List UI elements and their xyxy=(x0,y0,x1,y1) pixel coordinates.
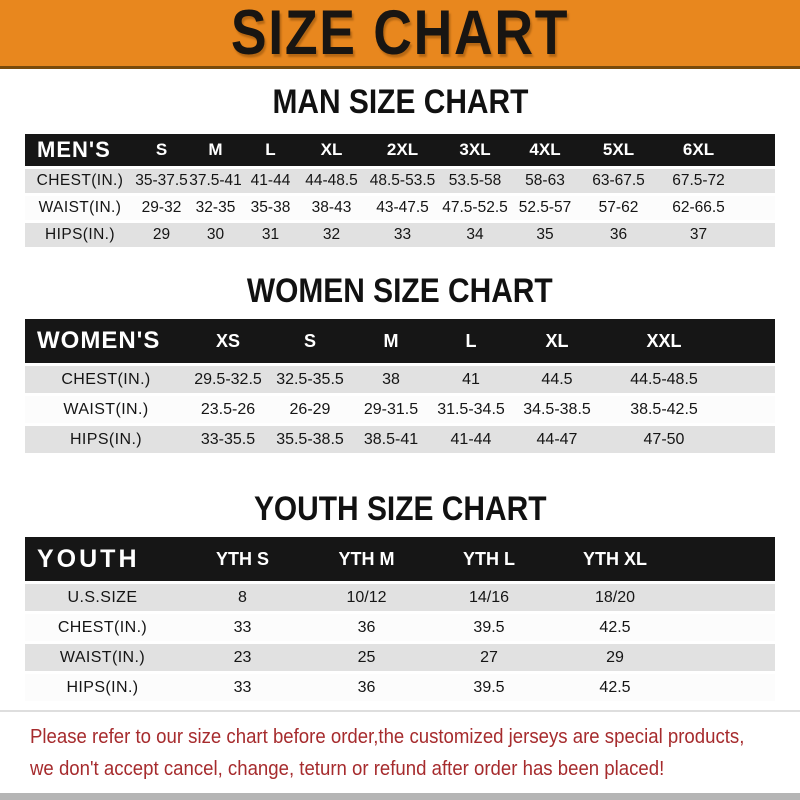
size-cell: 38.5-42.5 xyxy=(603,396,725,423)
size-cell: 41-44 xyxy=(431,426,511,453)
row-label: CHEST(IN.) xyxy=(25,366,187,393)
column-header: XL xyxy=(511,319,603,363)
section-women xyxy=(25,250,775,456)
footer-line-1 xyxy=(30,722,800,754)
cell-filler xyxy=(680,584,775,611)
bottom-strip xyxy=(0,793,800,800)
size-cell: 33-35.5 xyxy=(187,426,269,453)
row-label: U.S.SIZE xyxy=(25,584,180,611)
column-header: XL xyxy=(298,134,365,166)
cell-filler xyxy=(725,396,775,423)
column-header: S xyxy=(135,134,188,166)
table-row xyxy=(25,396,775,423)
size-cell: 42.5 xyxy=(550,614,680,641)
size-cell: 53.5-58 xyxy=(440,169,510,193)
header-filler xyxy=(725,319,775,363)
youth-size-table xyxy=(25,534,775,704)
footer-line-1-text: Please refer to our size chart before order,the customized jerseys are special products, xyxy=(30,726,745,748)
column-header: L xyxy=(243,134,298,166)
men-table-label: MEN'S xyxy=(25,134,135,166)
size-cell: 36 xyxy=(305,674,428,701)
section-men xyxy=(25,69,775,250)
size-cell: 33 xyxy=(180,674,305,701)
cell-filler xyxy=(740,223,775,247)
size-cell: 42.5 xyxy=(550,674,680,701)
row-label: WAIST(IN.) xyxy=(25,396,187,423)
column-header: 6XL xyxy=(657,134,740,166)
women-table-header-row xyxy=(25,319,775,363)
column-header: 4XL xyxy=(510,134,580,166)
table-row xyxy=(25,196,775,220)
size-cell: 29 xyxy=(135,223,188,247)
size-cell: 29 xyxy=(550,644,680,671)
cell-filler xyxy=(680,644,775,671)
size-cell: 41-44 xyxy=(243,169,298,193)
table-row xyxy=(25,426,775,453)
size-cell: 37.5-41 xyxy=(188,169,243,193)
banner xyxy=(0,0,800,69)
size-cell: 44-47 xyxy=(511,426,603,453)
youth-table-header-row xyxy=(25,537,775,581)
size-cell: 31 xyxy=(243,223,298,247)
size-cell: 47.5-52.5 xyxy=(440,196,510,220)
column-header: 5XL xyxy=(580,134,657,166)
column-header: 2XL xyxy=(365,134,440,166)
table-row xyxy=(25,223,775,247)
table-row xyxy=(25,169,775,193)
size-cell: 32-35 xyxy=(188,196,243,220)
row-label: HIPS(IN.) xyxy=(25,426,187,453)
size-cell: 38 xyxy=(351,366,431,393)
footer-line-2-text: we don't accept cancel, change, teturn or refund after order has been placed! xyxy=(30,758,665,780)
size-cell: 35.5-38.5 xyxy=(269,426,351,453)
column-header: M xyxy=(351,319,431,363)
content xyxy=(25,69,775,704)
row-label: HIPS(IN.) xyxy=(25,223,135,247)
column-header: YTH S xyxy=(180,537,305,581)
size-cell: 32 xyxy=(298,223,365,247)
women-table-label: WOMEN'S xyxy=(25,319,187,363)
size-cell: 58-63 xyxy=(510,169,580,193)
cell-filler xyxy=(740,196,775,220)
size-cell: 35 xyxy=(510,223,580,247)
size-cell: 52.5-57 xyxy=(510,196,580,220)
men-section-heading-text: MAN SIZE CHART xyxy=(272,83,528,121)
cell-filler xyxy=(680,614,775,641)
size-cell: 37 xyxy=(657,223,740,247)
banner-title: SIZE CHART xyxy=(230,0,570,68)
women-section-heading-text: WOMEN SIZE CHART xyxy=(247,272,553,310)
size-cell: 26-29 xyxy=(269,396,351,423)
column-header: YTH XL xyxy=(550,537,680,581)
cell-filler xyxy=(740,169,775,193)
row-label: CHEST(IN.) xyxy=(25,169,135,193)
size-cell: 39.5 xyxy=(428,614,550,641)
size-cell: 63-67.5 xyxy=(580,169,657,193)
size-cell: 44.5 xyxy=(511,366,603,393)
size-cell: 62-66.5 xyxy=(657,196,740,220)
size-cell: 36 xyxy=(580,223,657,247)
row-label: HIPS(IN.) xyxy=(25,674,180,701)
size-cell: 36 xyxy=(305,614,428,641)
size-cell: 39.5 xyxy=(428,674,550,701)
column-header: 3XL xyxy=(440,134,510,166)
row-label: WAIST(IN.) xyxy=(25,644,180,671)
size-cell: 33 xyxy=(365,223,440,247)
size-cell: 34 xyxy=(440,223,510,247)
size-cell: 8 xyxy=(180,584,305,611)
size-cell: 23 xyxy=(180,644,305,671)
column-header: YTH M xyxy=(305,537,428,581)
size-cell: 57-62 xyxy=(580,196,657,220)
size-cell: 25 xyxy=(305,644,428,671)
size-cell: 41 xyxy=(431,366,511,393)
size-cell: 38.5-41 xyxy=(351,426,431,453)
women-section-heading xyxy=(25,250,775,316)
table-row xyxy=(25,366,775,393)
size-cell: 38-43 xyxy=(298,196,365,220)
size-cell: 14/16 xyxy=(428,584,550,611)
cell-filler xyxy=(680,674,775,701)
column-header: M xyxy=(188,134,243,166)
size-cell: 29-31.5 xyxy=(351,396,431,423)
footer-note xyxy=(0,710,800,786)
section-youth xyxy=(25,456,775,704)
table-row xyxy=(25,644,775,671)
table-row xyxy=(25,584,775,611)
size-cell: 23.5-26 xyxy=(187,396,269,423)
men-table-header-row xyxy=(25,134,775,166)
size-cell: 30 xyxy=(188,223,243,247)
cell-filler xyxy=(725,426,775,453)
size-cell: 33 xyxy=(180,614,305,641)
size-cell: 32.5-35.5 xyxy=(269,366,351,393)
size-cell: 35-37.5 xyxy=(135,169,188,193)
footer-line-2 xyxy=(30,754,800,786)
header-filler xyxy=(740,134,775,166)
column-header: XS xyxy=(187,319,269,363)
men-section-heading xyxy=(25,69,775,131)
table-row xyxy=(25,674,775,701)
size-cell: 29.5-32.5 xyxy=(187,366,269,393)
size-cell: 10/12 xyxy=(305,584,428,611)
men-size-table xyxy=(25,131,775,250)
cell-filler xyxy=(725,366,775,393)
column-header: XXL xyxy=(603,319,725,363)
row-label: CHEST(IN.) xyxy=(25,614,180,641)
size-cell: 34.5-38.5 xyxy=(511,396,603,423)
youth-section-heading-text: YOUTH SIZE CHART xyxy=(253,490,547,528)
size-cell: 47-50 xyxy=(603,426,725,453)
size-cell: 18/20 xyxy=(550,584,680,611)
table-row xyxy=(25,614,775,641)
women-size-table xyxy=(25,316,775,456)
column-header: L xyxy=(431,319,511,363)
size-cell: 43-47.5 xyxy=(365,196,440,220)
column-header: YTH L xyxy=(428,537,550,581)
size-cell: 48.5-53.5 xyxy=(365,169,440,193)
size-cell: 27 xyxy=(428,644,550,671)
header-filler xyxy=(680,537,775,581)
size-cell: 31.5-34.5 xyxy=(431,396,511,423)
size-cell: 29-32 xyxy=(135,196,188,220)
youth-section-heading xyxy=(25,456,775,534)
size-cell: 44-48.5 xyxy=(298,169,365,193)
row-label: WAIST(IN.) xyxy=(25,196,135,220)
size-cell: 35-38 xyxy=(243,196,298,220)
column-header: S xyxy=(269,319,351,363)
youth-table-label: YOUTH xyxy=(25,537,180,581)
size-cell: 44.5-48.5 xyxy=(603,366,725,393)
size-cell: 67.5-72 xyxy=(657,169,740,193)
